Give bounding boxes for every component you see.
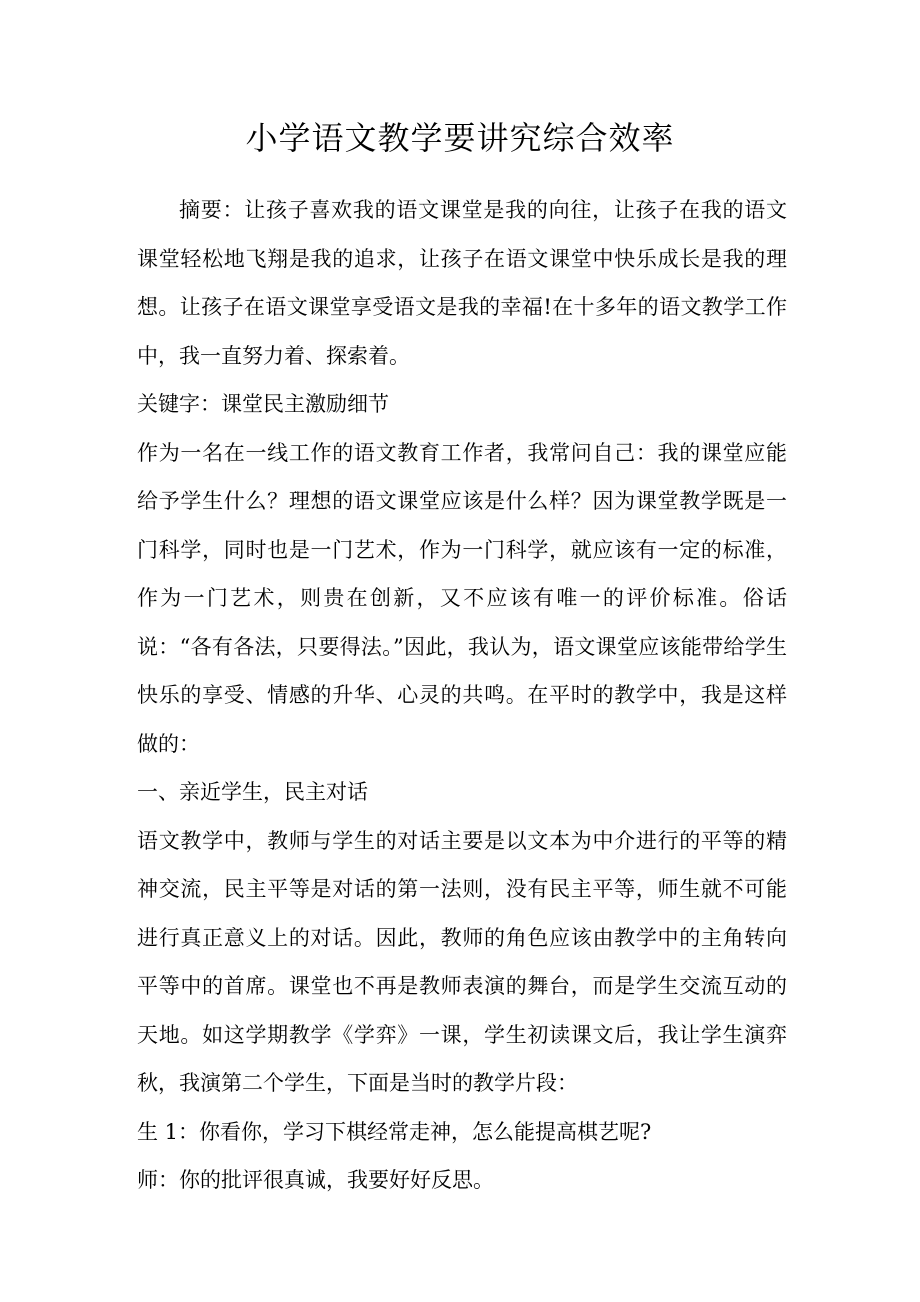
section-heading: 一、亲近学生，民主对话	[137, 780, 368, 804]
section-paragraph: 语文教学中，教师与学生的对话主要是以文本为中介进行的平等的精神交流，民主平等是对话的第一法则，没有民主平等，师生就不可能进行真正意义上的对话。因此，教师的角色应该由教学中的主角转向平等中的首席。课堂也不再是教师表演的舞台，而是学生交流互动的天地。如这学期教学《学弈》一课，学生初读课文后，我让学生演弈秋，我演第二个学生，下面是当时的教学片段：	[137, 828, 787, 1095]
dialogue-line-student: 生 1：你看你，学习下棋经常走神，怎么能提高棋艺呢?	[137, 1119, 652, 1144]
intro-paragraph: 作为一名在一线工作的语文教育工作者，我常问自己：我的课堂应能给予学生什么？理想的语文课堂应该是什么样？因为课堂教学既是一门科学，同时也是一门艺术，作为一门科学，就应该有一定的标准，作为一门艺术，则贵在创新，又不应该有唯一的评价标准。俗话说：“各有各法，只要得法。”因此，我认为，语文课堂应该能带给学生快乐的享受、情感的升华、心灵的共鸣。在平时的教学中，我是这样做的：	[137, 440, 787, 756]
dialogue-line-teacher: 师：你的批评很真诚，我要好好反思。	[137, 1168, 494, 1192]
keywords-line: 关键字：课堂民主激励细节	[137, 392, 389, 416]
document-title: 小学语文教学要讲究综合效率	[245, 119, 675, 157]
document-body	[137, 186, 787, 1205]
abstract-paragraph: 摘要：让孩子喜欢我的语文课堂是我的向往，让孩子在我的语文课堂轻松地飞翔是我的追求，让孩子在语文课堂中快乐成长是我的理想。让孩子在语文课堂享受语文是我的幸福!在十多年的语文教学工作中，我一直努力着、探索着。	[137, 198, 787, 368]
